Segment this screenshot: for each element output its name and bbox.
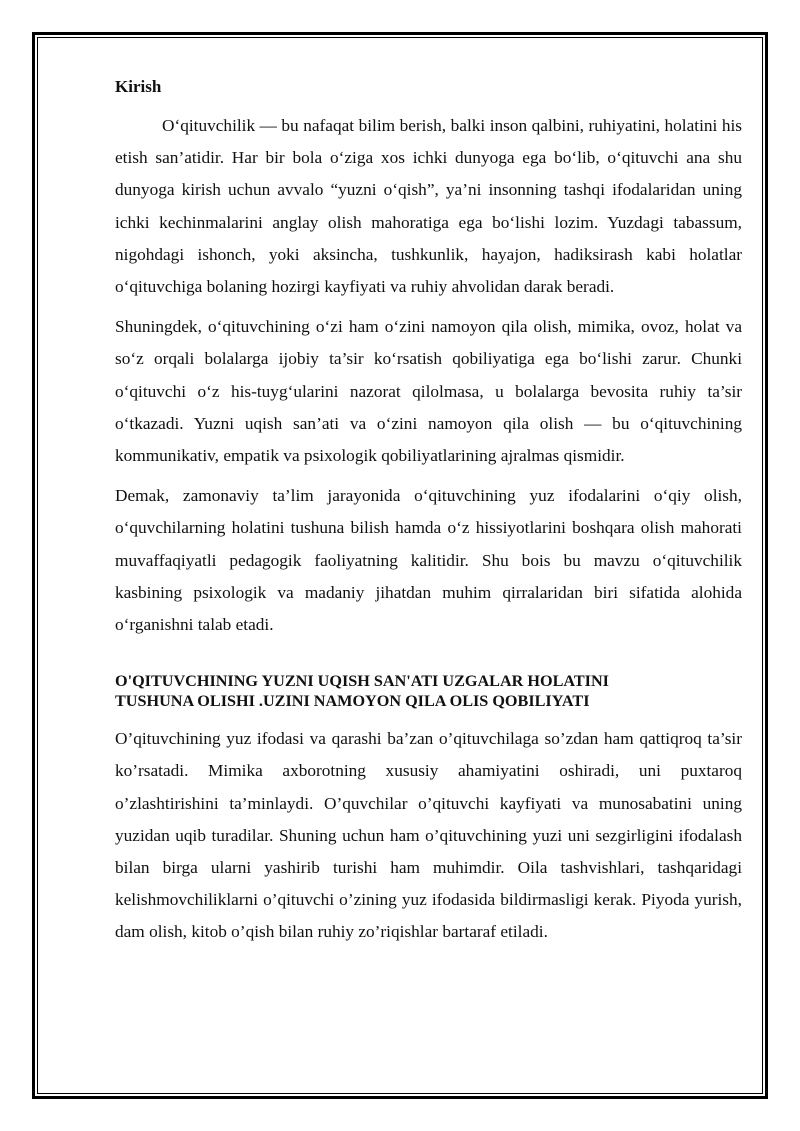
section-heading bbox=[115, 671, 742, 711]
paragraph-3: Demak, zamonaviy ta’lim jarayonida o‘qituvchining yuz ifodalarini o‘qiy olish, o‘quvchilarning holatini tushuna bilish hamda o‘z hissiyotlarini boshqara olish mahorati muvaffaqiyatli pedagogik faoliyatning kalitidir. Shu bois bu mavzu o‘qituvchilik kasbining psixologik va madaniy jihatdan muhim qirralaridan biri sifatida alohida o‘rganishni talab etadi. bbox=[115, 486, 742, 635]
document-body bbox=[115, 72, 742, 949]
section-paragraph: O’qituvchining yuz ifodasi va qarashi ba’zan o’qituvchilaga so’zdan ham qattiqroq ta’sir ko’rsatadi. Mimika axborotning xususiy ahamiyatini oshiradi, uni puxtaroq o’zlashtirishini ta’minlaydi. O’quvchilar o’qituvchi kayfiyati va munosabatini uning yuzidan uqib turadilar. Shuning uchun ham o’qituvchining yuzi uni sezgirligini ifodalash bilan birga ularni yashirib turishi ham muhimdir. Oila tashvishlari, tashqaridagi kelishmovchiliklarni o’qituvchi o’zining yuz ifodasida bildirmasligi kerak. Piyoda yurish, dam olish, kitob o’qish bilan ruhiy zo’riqishlar bartaraf etiladi. bbox=[115, 729, 742, 942]
paragraph-1: O‘qituvchilik — bu nafaqat bilim berish, balki inson qalbini, ruhiyatini, holatini his etish san’atidir. Har bir bola o‘ziga xos ichki dunyoga ega bo‘lib, o‘qituvchi ana shu dunyoga kirish uchun avvalo “yuzni o‘qish”, ya’ni insonning tashqi ifodalaridan uning ichki kechinmalarini anglay olish mahoratiga ega bo‘lishi lozim. Yuzdagi tabassum, nigohdagi ishonch, yoki aksincha, tushkunlik, hayajon, hadiksirash kabi holatlar o‘qituvchiga bolaning hozirgi kayfiyati va ruhiy ahvolidan darak beradi. bbox=[115, 116, 742, 297]
section-heading-line-1: O'QITUVCHINING YUZNI UQISH SAN'ATI UZGALAR HOLATINI bbox=[115, 672, 609, 691]
section-heading-line-2: TUSHUNA OLISHI .UZINI NAMOYON QILA OLIS QOBILIYATI bbox=[115, 692, 590, 711]
paragraph-2: Shuningdek, o‘qituvchining o‘zi ham o‘zini namoyon qila olish, mimika, ovoz, holat va so‘z orqali bolalarga ijobiy ta’sir ko‘rsatish qobiliyatiga ega bo‘lishi zarur. Chunki o‘qituvchi o‘z his-tuyg‘ularini nazorat qilolmasa, u bolalarga bevosita ruhiy ta’sir o‘tkazadi. Yuzni uqish san’ati va o‘zini namoyon qila olish — bu o‘qituvchining kommunikativ, empatik va psixologik qobiliyatlarining ajralmas qismidir. bbox=[115, 317, 742, 466]
intro-heading: Kirish bbox=[115, 77, 162, 96]
